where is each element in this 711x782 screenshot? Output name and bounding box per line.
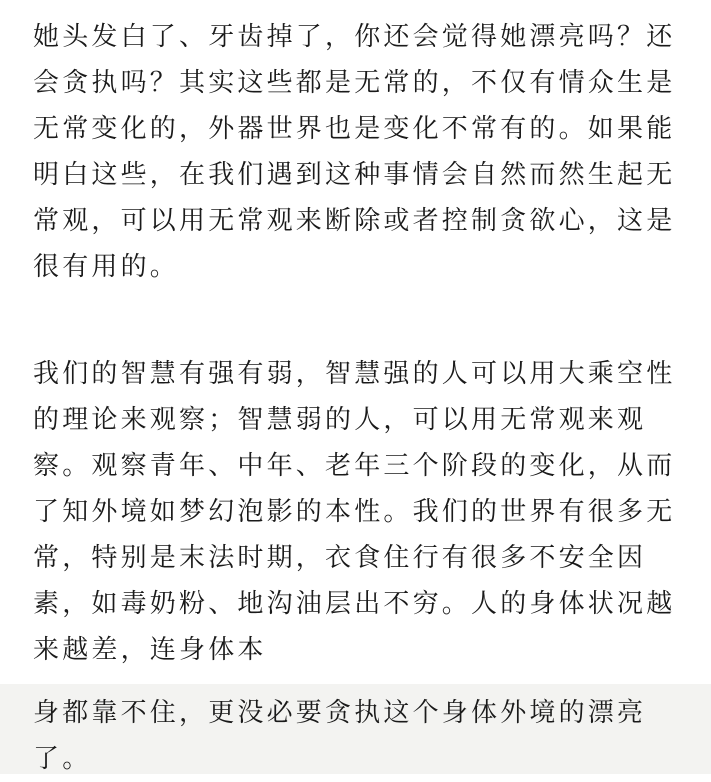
text-line: 很有用的。 <box>33 252 180 282</box>
paragraph-continuation <box>33 690 693 782</box>
text-line: 了知外境如梦幻泡影的本性。我们的世界有很多无 <box>33 497 676 527</box>
paragraph-impermanence <box>33 14 693 290</box>
text-line: 了。 <box>33 744 92 774</box>
text-line: 察。观察青年、中年、老年三个阶段的变化，从而 <box>33 451 676 481</box>
paragraph-wisdom <box>33 351 693 673</box>
text-line: 常观，可以用无常观来断除或者控制贪欲心，这是 <box>33 206 676 236</box>
text-line: 我们的智慧有强有弱，智慧强的人可以用大乘空性 <box>33 359 676 389</box>
text-line: 无常变化的，外器世界也是变化不常有的。如果能 <box>33 114 676 144</box>
text-line: 来越差，连身体本 <box>33 635 267 665</box>
text-line: 的理论来观察；智慧弱的人，可以用无常观来观 <box>33 405 647 435</box>
text-line: 会贪执吗？其实这些都是无常的，不仅有情众生是 <box>33 68 676 98</box>
text-line: 明白这些，在我们遇到这种事情会自然而然生起无 <box>33 160 676 190</box>
text-line: 她头发白了、牙齿掉了，你还会觉得她漂亮吗？还 <box>33 22 676 52</box>
text-line: 常，特别是末法时期，衣食住行有很多不安全因 <box>33 543 647 573</box>
text-line: 素，如毒奶粉、地沟油层出不穷。人的身体状况越 <box>33 589 676 619</box>
text-line: 身都靠不住，更没必要贪执这个身体外境的漂亮 <box>33 698 647 728</box>
